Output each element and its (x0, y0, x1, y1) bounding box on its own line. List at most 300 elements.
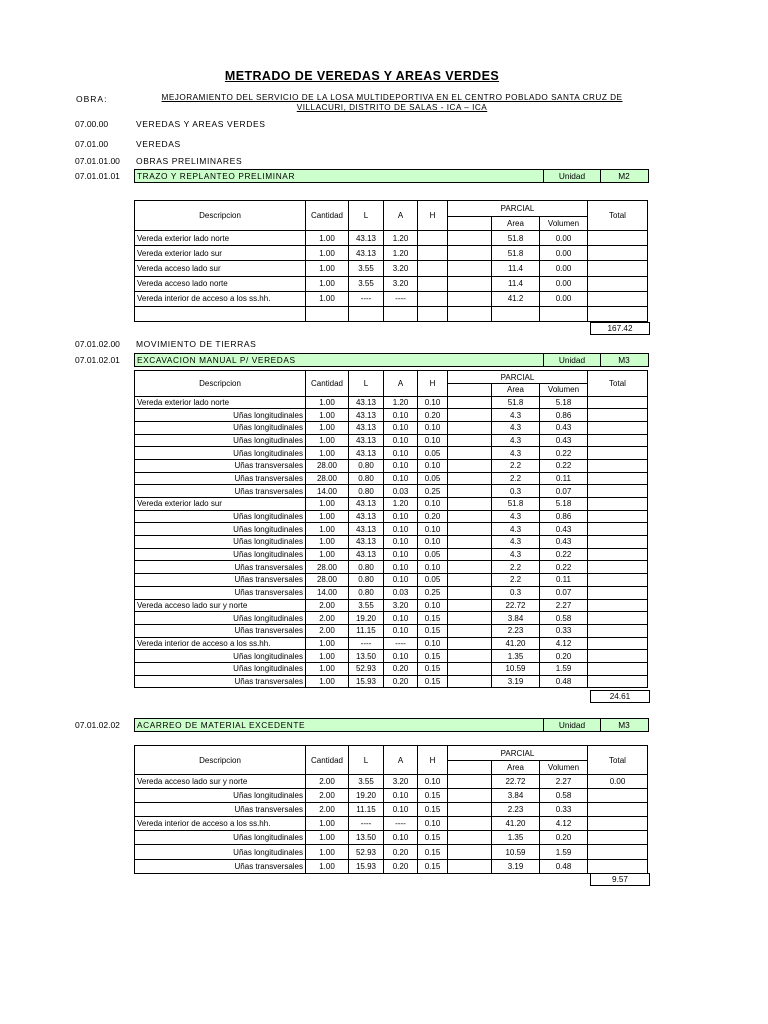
cell-area: 4.3 (492, 421, 540, 434)
cell-cantidad: 28.00 (306, 561, 349, 574)
cell-h (418, 246, 448, 261)
cell-volumen: 0.43 (540, 523, 588, 536)
cell-cantidad: 1.00 (306, 536, 349, 549)
cell-blank (448, 396, 492, 409)
cell-l: 43.13 (349, 498, 384, 511)
cell-a: 0.10 (384, 612, 418, 625)
cell-total (588, 650, 648, 663)
cell-l: 3.55 (349, 599, 384, 612)
cell-descripcion: Vereda interior de acceso a los ss.hh. (135, 291, 306, 306)
cell-a: 0.10 (384, 434, 418, 447)
cell-total (588, 472, 648, 485)
cell-h: 0.15 (418, 675, 448, 688)
col-descripcion: Descripcion (135, 201, 306, 231)
cell-cantidad: 2.00 (306, 789, 349, 803)
cell-blank (448, 574, 492, 587)
cell-l: 3.55 (349, 276, 384, 291)
cell-cantidad: 2.00 (306, 599, 349, 612)
cell-a: 0.10 (384, 561, 418, 574)
cell-total (588, 803, 648, 817)
cell-a: 0.10 (384, 548, 418, 561)
metrado-table (134, 745, 648, 874)
cell-cantidad: 1.00 (306, 675, 349, 688)
cell-area: 2.23 (492, 803, 540, 817)
cell-a (384, 306, 418, 321)
cell-a: 0.10 (384, 459, 418, 472)
cell-total (588, 231, 648, 246)
cell-cantidad: 2.00 (306, 624, 349, 637)
item-name: TRAZO Y REPLANTEO PRELIMINAR (137, 171, 296, 181)
cell-volumen: 0.00 (540, 276, 588, 291)
cell-volumen: 0.22 (540, 561, 588, 574)
cell-area: 4.3 (492, 536, 540, 549)
cell-cantidad: 1.00 (306, 523, 349, 536)
cell-blank (448, 624, 492, 637)
cell-area: 51.8 (492, 231, 540, 246)
cell-h: 0.15 (418, 803, 448, 817)
cell-descripcion: Uñas transversales (135, 472, 306, 485)
cell-total (588, 845, 648, 859)
cell-blank (448, 612, 492, 625)
cell-descripcion: Uñas transversales (135, 624, 306, 637)
cell-area: 10.59 (492, 662, 540, 675)
cell-a: 0.03 (384, 485, 418, 498)
cell-blank (448, 459, 492, 472)
cell-l: 19.20 (349, 612, 384, 625)
cell-volumen: 0.22 (540, 459, 588, 472)
table-row (135, 561, 648, 574)
cell-area: 4.3 (492, 510, 540, 523)
col-cantidad: Cantidad (306, 201, 349, 231)
cell-h: 0.05 (418, 548, 448, 561)
cell-volumen: 2.27 (540, 599, 588, 612)
obra-label: OBRA: (76, 94, 108, 104)
cell-volumen: 0.20 (540, 831, 588, 845)
cell-a: 3.20 (384, 599, 418, 612)
section-name: MOVIMIENTO DE TIERRAS (136, 339, 257, 349)
table-row (135, 231, 648, 246)
cell-l: 43.13 (349, 536, 384, 549)
cell-volumen: 0.86 (540, 409, 588, 422)
cell-h (418, 276, 448, 291)
cell-cantidad (306, 306, 349, 321)
cell-blank (448, 409, 492, 422)
cell-cantidad: 1.00 (306, 396, 349, 409)
cell-a: 0.10 (384, 472, 418, 485)
table-row (135, 586, 648, 599)
cell-h: 0.15 (418, 845, 448, 859)
cell-descripcion: Uñas longitudinales (135, 510, 306, 523)
cell-a: 0.10 (384, 510, 418, 523)
table-row (135, 599, 648, 612)
table-row (135, 409, 648, 422)
cell-h (418, 291, 448, 306)
page-title: METRADO DE VEREDAS Y AREAS VERDES (224, 69, 500, 83)
col-h: H (418, 201, 448, 231)
cell-cantidad: 1.00 (306, 498, 349, 511)
col-volumen: Volumen (540, 217, 588, 231)
cell-cantidad: 28.00 (306, 472, 349, 485)
col-h: H (418, 371, 448, 397)
cell-volumen (540, 306, 588, 321)
cell-total (588, 548, 648, 561)
col-area: Area (492, 384, 540, 397)
cell-area: 3.19 (492, 675, 540, 688)
cell-a: 3.20 (384, 261, 418, 276)
cell-total (588, 599, 648, 612)
cell-descripcion: Uñas longitudinales (135, 409, 306, 422)
cell-blank (448, 276, 492, 291)
section-code: 07.00.00 (75, 119, 109, 129)
cell-a: 0.10 (384, 624, 418, 637)
cell-a: 1.20 (384, 231, 418, 246)
cell-volumen: 2.27 (540, 775, 588, 789)
obra-description: MEJORAMIENTO DEL SERVICIO DE LA LOSA MULTIDEPORTIVA EN EL CENTRO POBLADO SANTA CRUZ DE VILLACURI, DISTRITO DE SALAS - ICA – ICA (161, 93, 623, 112)
unit-value: M3 (618, 355, 630, 365)
cell-blank (448, 548, 492, 561)
cell-volumen: 0.58 (540, 789, 588, 803)
cell-total (588, 536, 648, 549)
cell-h: 0.10 (418, 536, 448, 549)
cell-area: 4.3 (492, 447, 540, 460)
cell-volumen: 5.18 (540, 498, 588, 511)
cell-h: 0.15 (418, 624, 448, 637)
cell-volumen: 0.22 (540, 447, 588, 460)
cell-h: 0.10 (418, 396, 448, 409)
cell-h: 0.15 (418, 650, 448, 663)
cell-descripcion: Uñas transversales (135, 485, 306, 498)
cell-blank (448, 447, 492, 460)
cell-volumen: 0.43 (540, 421, 588, 434)
cell-descripcion: Vereda acceso lado sur y norte (135, 775, 306, 789)
cell-blank (448, 306, 492, 321)
cell-h: 0.10 (418, 637, 448, 650)
cell-blank (448, 485, 492, 498)
cell-cantidad: 1.00 (306, 510, 349, 523)
cell-h: 0.10 (418, 459, 448, 472)
col-descripcion: Descripcion (135, 746, 306, 775)
col-area: Area (492, 761, 540, 775)
cell-h: 0.10 (418, 561, 448, 574)
cell-area: 51.8 (492, 246, 540, 261)
cell-h: 0.15 (418, 612, 448, 625)
cell-total (588, 291, 648, 306)
col-blank (448, 384, 492, 397)
table-row (135, 845, 648, 859)
table-row (135, 396, 648, 409)
cell-volumen: 0.07 (540, 586, 588, 599)
cell-h: 0.25 (418, 586, 448, 599)
cell-total (588, 510, 648, 523)
col-blank (448, 761, 492, 775)
cell-cantidad: 28.00 (306, 574, 349, 587)
cell-blank (448, 637, 492, 650)
cell-a: 0.10 (384, 789, 418, 803)
table-row (135, 650, 648, 663)
cell-total (588, 624, 648, 637)
cell-area: 4.3 (492, 548, 540, 561)
cell-cantidad: 1.00 (306, 409, 349, 422)
cell-volumen: 0.00 (540, 261, 588, 276)
cell-l: 43.13 (349, 434, 384, 447)
item-name: ACARREO DE MATERIAL EXCEDENTE (137, 720, 306, 730)
cell-l: 13.50 (349, 831, 384, 845)
cell-area: 1.35 (492, 831, 540, 845)
cell-descripcion: Uñas longitudinales (135, 845, 306, 859)
item-bar (134, 169, 649, 183)
cell-total (588, 396, 648, 409)
cell-l: 13.50 (349, 650, 384, 663)
cell-area: 41.20 (492, 817, 540, 831)
cell-volumen: 0.48 (540, 859, 588, 873)
table-row (135, 803, 648, 817)
cell-blank (448, 561, 492, 574)
cell-l: ---- (349, 817, 384, 831)
cell-l: 3.55 (349, 261, 384, 276)
cell-l: 43.13 (349, 409, 384, 422)
cell-h: 0.10 (418, 434, 448, 447)
cell-volumen: 1.59 (540, 845, 588, 859)
cell-volumen: 0.86 (540, 510, 588, 523)
cell-area: 0.3 (492, 485, 540, 498)
cell-l: 0.80 (349, 574, 384, 587)
cell-volumen: 0.43 (540, 434, 588, 447)
cell-l: 15.93 (349, 859, 384, 873)
cell-total (588, 276, 648, 291)
cell-volumen: 0.00 (540, 231, 588, 246)
cell-h: 0.20 (418, 409, 448, 422)
cell-l: 15.93 (349, 675, 384, 688)
cell-blank (448, 662, 492, 675)
cell-area: 10.59 (492, 845, 540, 859)
cell-total (588, 421, 648, 434)
col-l: L (349, 746, 384, 775)
metrado-table (134, 200, 648, 322)
cell-blank (448, 859, 492, 873)
cell-total (588, 459, 648, 472)
cell-descripcion: Uñas longitudinales (135, 612, 306, 625)
cell-blank (448, 775, 492, 789)
cell-a: 0.10 (384, 536, 418, 549)
cell-area: 4.3 (492, 523, 540, 536)
cell-blank (448, 434, 492, 447)
cell-l: 11.15 (349, 624, 384, 637)
cell-total (588, 246, 648, 261)
cell-h: 0.10 (418, 498, 448, 511)
cell-blank (448, 510, 492, 523)
cell-l: 0.80 (349, 472, 384, 485)
cell-area: 41.2 (492, 291, 540, 306)
cell-volumen: 0.11 (540, 472, 588, 485)
cell-total (588, 675, 648, 688)
cell-blank (448, 817, 492, 831)
cell-descripcion: Uñas longitudinales (135, 421, 306, 434)
col-total: Total (588, 371, 648, 397)
section-name: VEREDAS (136, 139, 181, 149)
cell-blank (448, 675, 492, 688)
item-bar (134, 353, 649, 367)
cell-h: 0.15 (418, 831, 448, 845)
cell-cantidad: 1.00 (306, 845, 349, 859)
cell-a: 1.20 (384, 246, 418, 261)
col-a: A (384, 746, 418, 775)
col-area: Area (492, 217, 540, 231)
cell-l: 3.55 (349, 775, 384, 789)
cell-descripcion: Uñas longitudinales (135, 662, 306, 675)
cell-h: 0.10 (418, 421, 448, 434)
cell-cantidad: 2.00 (306, 775, 349, 789)
cell-total (588, 498, 648, 511)
cell-area: 11.4 (492, 276, 540, 291)
cell-total (588, 831, 648, 845)
cell-cantidad: 2.00 (306, 803, 349, 817)
section-name: VEREDAS Y AREAS VERDES (136, 119, 266, 129)
unit-label: Unidad (543, 354, 601, 366)
cell-l: 43.13 (349, 523, 384, 536)
table-row (135, 789, 648, 803)
item-total: 167.42 (590, 322, 650, 335)
cell-cantidad: 1.00 (306, 831, 349, 845)
cell-h: 0.10 (418, 775, 448, 789)
cell-l: 52.93 (349, 845, 384, 859)
cell-h: 0.25 (418, 485, 448, 498)
unit-label: Unidad (543, 719, 601, 731)
cell-a: 0.03 (384, 586, 418, 599)
cell-blank (448, 291, 492, 306)
cell-a: ---- (384, 637, 418, 650)
cell-l (349, 306, 384, 321)
cell-descripcion: Uñas transversales (135, 561, 306, 574)
cell-descripcion: Uñas longitudinales (135, 434, 306, 447)
cell-area: 2.2 (492, 472, 540, 485)
cell-area: 51.8 (492, 396, 540, 409)
cell-a: 0.10 (384, 421, 418, 434)
cell-blank (448, 421, 492, 434)
cell-blank (448, 472, 492, 485)
cell-blank (448, 845, 492, 859)
col-descripcion: Descripcion (135, 371, 306, 397)
cell-descripcion: Uñas transversales (135, 859, 306, 873)
table-row (135, 637, 648, 650)
col-blank (448, 217, 492, 231)
cell-area: 3.19 (492, 859, 540, 873)
cell-a: 0.20 (384, 845, 418, 859)
cell-l: ---- (349, 291, 384, 306)
cell-h (418, 306, 448, 321)
cell-h (418, 261, 448, 276)
cell-cantidad: 28.00 (306, 459, 349, 472)
table-row (135, 246, 648, 261)
cell-volumen: 0.58 (540, 612, 588, 625)
cell-total (588, 561, 648, 574)
cell-blank (448, 831, 492, 845)
cell-a: 3.20 (384, 276, 418, 291)
cell-total: 0.00 (588, 775, 648, 789)
cell-total (588, 261, 648, 276)
cell-l: 52.93 (349, 662, 384, 675)
col-cantidad: Cantidad (306, 746, 349, 775)
cell-h (418, 231, 448, 246)
cell-total (588, 859, 648, 873)
cell-l: 43.13 (349, 548, 384, 561)
col-total: Total (588, 746, 648, 775)
table-row (135, 859, 648, 873)
col-volumen: Volumen (540, 384, 588, 397)
section-code: 07.01.02.00 (75, 339, 120, 349)
cell-descripcion: Vereda acceso lado sur y norte (135, 599, 306, 612)
cell-blank (448, 586, 492, 599)
cell-a: 0.10 (384, 831, 418, 845)
cell-blank (448, 650, 492, 663)
cell-blank (448, 498, 492, 511)
cell-cantidad: 1.00 (306, 662, 349, 675)
cell-descripcion: Uñas longitudinales (135, 536, 306, 549)
cell-descripcion: Uñas longitudinales (135, 789, 306, 803)
cell-descripcion: Uñas transversales (135, 803, 306, 817)
cell-total (588, 409, 648, 422)
item-total: 9.57 (590, 873, 650, 886)
cell-volumen: 0.20 (540, 650, 588, 663)
cell-area: 4.3 (492, 434, 540, 447)
cell-descripcion: Uñas transversales (135, 459, 306, 472)
table-row (135, 831, 648, 845)
cell-blank (448, 523, 492, 536)
cell-h: 0.10 (418, 817, 448, 831)
cell-h: 0.10 (418, 523, 448, 536)
cell-a: 3.20 (384, 775, 418, 789)
cell-descripcion: Uñas transversales (135, 675, 306, 688)
cell-total (588, 485, 648, 498)
cell-blank (448, 246, 492, 261)
cell-total (588, 637, 648, 650)
item-total: 24.61 (590, 690, 650, 703)
cell-descripcion: Vereda acceso lado sur (135, 261, 306, 276)
section-name: OBRAS PRELIMINARES (136, 156, 243, 166)
cell-volumen: 0.00 (540, 246, 588, 261)
cell-total (588, 574, 648, 587)
cell-total (588, 434, 648, 447)
section-code: 07.01.01.00 (75, 156, 120, 166)
cell-volumen: 1.59 (540, 662, 588, 675)
cell-volumen: 0.33 (540, 624, 588, 637)
cell-l: ---- (349, 637, 384, 650)
cell-total (588, 789, 648, 803)
col-volumen: Volumen (540, 761, 588, 775)
cell-descripcion: Vereda exterior lado norte (135, 231, 306, 246)
cell-h: 0.15 (418, 859, 448, 873)
cell-descripcion: Vereda acceso lado norte (135, 276, 306, 291)
cell-descripcion: Vereda interior de acceso a los ss.hh. (135, 637, 306, 650)
cell-area: 22.72 (492, 599, 540, 612)
cell-descripcion: Vereda exterior lado sur (135, 498, 306, 511)
cell-blank (448, 789, 492, 803)
cell-h: 0.05 (418, 574, 448, 587)
cell-volumen: 0.43 (540, 536, 588, 549)
table-row (135, 485, 648, 498)
cell-l: 0.80 (349, 485, 384, 498)
table-row (135, 472, 648, 485)
table-row (135, 447, 648, 460)
cell-area: 2.2 (492, 574, 540, 587)
cell-area: 0.3 (492, 586, 540, 599)
cell-descripcion: Uñas longitudinales (135, 523, 306, 536)
cell-l: 43.13 (349, 510, 384, 523)
table-row (135, 662, 648, 675)
cell-a: 1.20 (384, 396, 418, 409)
section-code: 07.01.00 (75, 139, 109, 149)
cell-l: 0.80 (349, 586, 384, 599)
cell-volumen: 0.00 (540, 291, 588, 306)
